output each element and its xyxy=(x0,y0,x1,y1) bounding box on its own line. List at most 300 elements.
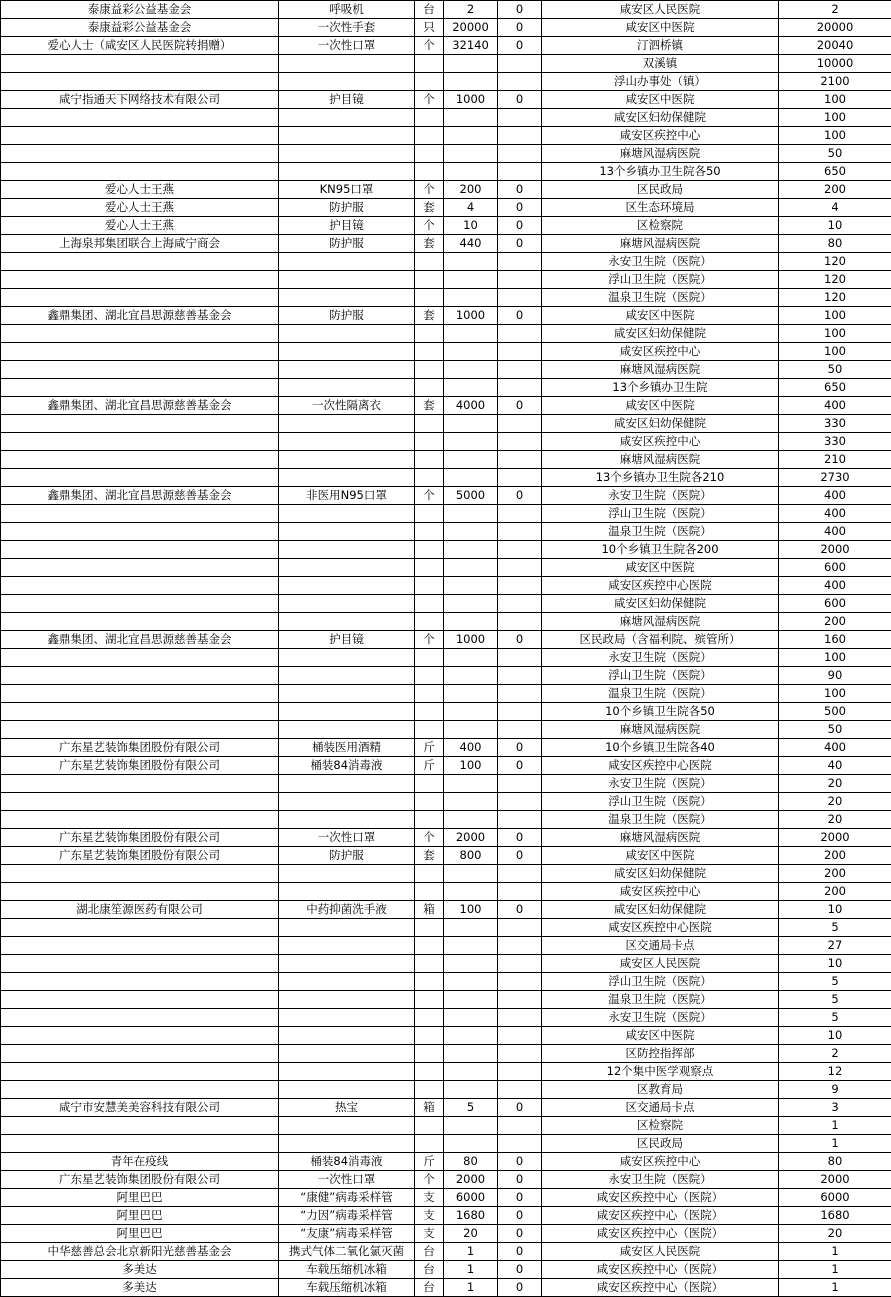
item-cell xyxy=(279,811,415,829)
recipient-cell: 咸安区妇幼保健院 xyxy=(542,595,779,613)
donor-cell: 中华慈善总会北京新阳光慈善基金会 xyxy=(1,1243,279,1261)
donor-cell xyxy=(1,577,279,595)
value-cell xyxy=(498,1063,542,1081)
donor-cell xyxy=(1,163,279,181)
table-row xyxy=(1,451,891,469)
value-cell xyxy=(498,973,542,991)
allocated-cell: 200 xyxy=(779,883,891,901)
table-row xyxy=(1,703,891,721)
recipient-cell: 区民政局 xyxy=(542,181,779,199)
donor-cell: 湖北康笙源医药有限公司 xyxy=(1,901,279,919)
unit-cell xyxy=(415,505,444,523)
value-cell: 0 xyxy=(498,1261,542,1279)
unit-cell: 个 xyxy=(415,37,444,55)
donor-cell: 泰康益彩公益基金会 xyxy=(1,19,279,37)
allocated-cell: 20 xyxy=(779,1225,891,1243)
unit-cell xyxy=(415,163,444,181)
donor-cell xyxy=(1,145,279,163)
recipient-cell: 咸安区中医院 xyxy=(542,847,779,865)
unit-cell: 套 xyxy=(415,847,444,865)
value-cell xyxy=(498,73,542,91)
value-cell xyxy=(498,415,542,433)
donor-cell: 多美达 xyxy=(1,1261,279,1279)
donor-cell: 泰康益彩公益基金会 xyxy=(1,1,279,19)
donor-cell xyxy=(1,973,279,991)
donor-cell xyxy=(1,433,279,451)
value-cell: 0 xyxy=(498,739,542,757)
unit-cell xyxy=(415,811,444,829)
allocated-cell: 90 xyxy=(779,667,891,685)
donor-cell xyxy=(1,523,279,541)
allocated-cell: 6000 xyxy=(779,1189,891,1207)
allocated-cell: 1 xyxy=(779,1135,891,1153)
item-cell xyxy=(279,991,415,1009)
unit-cell xyxy=(415,127,444,145)
item-cell xyxy=(279,1045,415,1063)
unit-cell xyxy=(415,955,444,973)
unit-cell: 套 xyxy=(415,235,444,253)
unit-cell: 支 xyxy=(415,1189,444,1207)
table-row xyxy=(1,973,891,991)
allocated-cell: 120 xyxy=(779,271,891,289)
table-row xyxy=(1,235,891,253)
table-row xyxy=(1,109,891,127)
donor-cell xyxy=(1,325,279,343)
unit-cell xyxy=(415,1027,444,1045)
quantity-cell: 2000 xyxy=(444,829,498,847)
donor-cell xyxy=(1,289,279,307)
allocated-cell: 50 xyxy=(779,721,891,739)
unit-cell: 斤 xyxy=(415,1153,444,1171)
donor-cell xyxy=(1,685,279,703)
donor-cell xyxy=(1,1117,279,1135)
allocated-cell: 2 xyxy=(779,1045,891,1063)
unit-cell xyxy=(415,991,444,1009)
unit-cell xyxy=(415,937,444,955)
unit-cell xyxy=(415,775,444,793)
item-cell xyxy=(279,1009,415,1027)
quantity-cell xyxy=(444,973,498,991)
quantity-cell: 100 xyxy=(444,901,498,919)
quantity-cell xyxy=(444,1117,498,1135)
unit-cell: 套 xyxy=(415,307,444,325)
table-row xyxy=(1,1261,891,1279)
item-cell xyxy=(279,649,415,667)
allocated-cell: 100 xyxy=(779,343,891,361)
recipient-cell: 咸安区妇幼保健院 xyxy=(542,325,779,343)
quantity-cell: 20 xyxy=(444,1225,498,1243)
table-row xyxy=(1,847,891,865)
unit-cell xyxy=(415,1063,444,1081)
recipient-cell: 区民政局（含福利院、殡管所） xyxy=(542,631,779,649)
table-row xyxy=(1,991,891,1009)
unit-cell xyxy=(415,433,444,451)
allocated-cell: 500 xyxy=(779,703,891,721)
recipient-cell: 区检察院 xyxy=(542,1117,779,1135)
unit-cell xyxy=(415,109,444,127)
table-row xyxy=(1,487,891,505)
donor-cell: 广东星艺装饰集团股份有限公司 xyxy=(1,739,279,757)
allocated-cell: 1680 xyxy=(779,1207,891,1225)
recipient-cell: 双溪镇 xyxy=(542,55,779,73)
unit-cell: 个 xyxy=(415,487,444,505)
allocated-cell: 650 xyxy=(779,163,891,181)
quantity-cell xyxy=(444,1081,498,1099)
item-cell xyxy=(279,379,415,397)
quantity-cell xyxy=(444,415,498,433)
value-cell xyxy=(498,1045,542,1063)
donor-cell xyxy=(1,415,279,433)
recipient-cell: 永安卫生院（医院） xyxy=(542,649,779,667)
quantity-cell: 5000 xyxy=(444,487,498,505)
quantity-cell xyxy=(444,289,498,307)
unit-cell xyxy=(415,649,444,667)
item-cell: 一次性口罩 xyxy=(279,1171,415,1189)
unit-cell: 只 xyxy=(415,19,444,37)
value-cell: 0 xyxy=(498,631,542,649)
quantity-cell xyxy=(444,595,498,613)
recipient-cell: 咸安区疾控中心 xyxy=(542,343,779,361)
item-cell: 一次性口罩 xyxy=(279,37,415,55)
item-cell xyxy=(279,721,415,739)
value-cell: 0 xyxy=(498,199,542,217)
recipient-cell: 咸安区疾控中心（医院） xyxy=(542,1261,779,1279)
allocated-cell: 12 xyxy=(779,1063,891,1081)
quantity-cell: 1 xyxy=(444,1243,498,1261)
donor-cell xyxy=(1,271,279,289)
item-cell xyxy=(279,73,415,91)
unit-cell xyxy=(415,145,444,163)
allocated-cell: 400 xyxy=(779,739,891,757)
allocated-cell: 80 xyxy=(779,1153,891,1171)
recipient-cell: 永安卫生院（医院） xyxy=(542,1171,779,1189)
quantity-cell xyxy=(444,865,498,883)
quantity-cell: 1 xyxy=(444,1279,498,1297)
value-cell xyxy=(498,163,542,181)
item-cell: KN95口罩 xyxy=(279,181,415,199)
recipient-cell: 13个乡镇办卫生院 xyxy=(542,379,779,397)
value-cell xyxy=(498,1081,542,1099)
table-row xyxy=(1,289,891,307)
recipient-cell: 浮山办事处（镇） xyxy=(542,73,779,91)
recipient-cell: 永安卫生院（医院） xyxy=(542,487,779,505)
unit-cell xyxy=(415,253,444,271)
allocated-cell: 1 xyxy=(779,1117,891,1135)
donor-cell: 鑫鼎集团、湖北宜昌思源慈善基金会 xyxy=(1,397,279,415)
recipient-cell: 麻塘风湿病医院 xyxy=(542,235,779,253)
quantity-cell xyxy=(444,343,498,361)
value-cell xyxy=(498,127,542,145)
table-row xyxy=(1,1063,891,1081)
donor-cell xyxy=(1,613,279,631)
value-cell: 0 xyxy=(498,829,542,847)
item-cell xyxy=(279,469,415,487)
recipient-cell: 咸安区疾控中心医院 xyxy=(542,577,779,595)
quantity-cell xyxy=(444,73,498,91)
value-cell xyxy=(498,595,542,613)
donor-cell: 鑫鼎集团、湖北宜昌思源慈善基金会 xyxy=(1,307,279,325)
unit-cell: 个 xyxy=(415,181,444,199)
item-cell xyxy=(279,505,415,523)
item-cell xyxy=(279,1117,415,1135)
recipient-cell: 咸安区中医院 xyxy=(542,1027,779,1045)
quantity-cell: 200 xyxy=(444,181,498,199)
value-cell: 0 xyxy=(498,307,542,325)
quantity-cell xyxy=(444,577,498,595)
donor-cell xyxy=(1,1135,279,1153)
donor-cell xyxy=(1,775,279,793)
item-cell: “友康”病毒采样管 xyxy=(279,1225,415,1243)
donor-cell xyxy=(1,343,279,361)
donor-cell xyxy=(1,541,279,559)
table-row xyxy=(1,253,891,271)
item-cell: 防护服 xyxy=(279,847,415,865)
table-row xyxy=(1,37,891,55)
allocated-cell: 100 xyxy=(779,307,891,325)
unit-cell xyxy=(415,379,444,397)
donor-cell: 上海泉邦集团联合上海咸宁商会 xyxy=(1,235,279,253)
value-cell xyxy=(498,109,542,127)
donor-cell xyxy=(1,469,279,487)
value-cell: 0 xyxy=(498,1153,542,1171)
quantity-cell: 6000 xyxy=(444,1189,498,1207)
quantity-cell xyxy=(444,1063,498,1081)
donor-cell xyxy=(1,721,279,739)
table-row xyxy=(1,361,891,379)
recipient-cell: 咸安区疾控中心医院 xyxy=(542,757,779,775)
quantity-cell xyxy=(444,253,498,271)
item-cell xyxy=(279,451,415,469)
quantity-cell: 20000 xyxy=(444,19,498,37)
item-cell: 一次性隔离衣 xyxy=(279,397,415,415)
table-row xyxy=(1,199,891,217)
donor-cell: 阿里巴巴 xyxy=(1,1189,279,1207)
value-cell xyxy=(498,343,542,361)
donor-cell: 广东星艺装饰集团股份有限公司 xyxy=(1,1171,279,1189)
donor-cell xyxy=(1,1045,279,1063)
item-cell xyxy=(279,343,415,361)
table-row xyxy=(1,919,891,937)
value-cell xyxy=(498,811,542,829)
value-cell xyxy=(498,505,542,523)
item-cell: “康健”病毒采样管 xyxy=(279,1189,415,1207)
quantity-cell xyxy=(444,667,498,685)
allocated-cell: 2730 xyxy=(779,469,891,487)
quantity-cell: 1000 xyxy=(444,307,498,325)
table-row xyxy=(1,163,891,181)
quantity-cell: 32140 xyxy=(444,37,498,55)
value-cell xyxy=(498,793,542,811)
allocated-cell: 400 xyxy=(779,523,891,541)
recipient-cell: 咸安区疾控中心（医院） xyxy=(542,1279,779,1297)
donor-cell: 青年在疫线 xyxy=(1,1153,279,1171)
quantity-cell: 1000 xyxy=(444,91,498,109)
donor-cell: 咸宁指通天下网络技术有限公司 xyxy=(1,91,279,109)
quantity-cell xyxy=(444,127,498,145)
allocated-cell: 5 xyxy=(779,1009,891,1027)
recipient-cell: 永安卫生院（医院） xyxy=(542,1009,779,1027)
unit-cell xyxy=(415,595,444,613)
recipient-cell: 区交通局卡点 xyxy=(542,1099,779,1117)
value-cell xyxy=(498,1117,542,1135)
item-cell xyxy=(279,145,415,163)
unit-cell xyxy=(415,883,444,901)
unit-cell xyxy=(415,289,444,307)
recipient-cell: 区防控指挥部 xyxy=(542,1045,779,1063)
item-cell xyxy=(279,883,415,901)
item-cell xyxy=(279,253,415,271)
donor-cell: 咸宁市安慧美美容科技有限公司 xyxy=(1,1099,279,1117)
quantity-cell: 10 xyxy=(444,217,498,235)
table-row xyxy=(1,1189,891,1207)
item-cell xyxy=(279,973,415,991)
item-cell xyxy=(279,577,415,595)
value-cell: 0 xyxy=(498,37,542,55)
table-row xyxy=(1,1171,891,1189)
item-cell xyxy=(279,559,415,577)
table-row xyxy=(1,631,891,649)
quantity-cell xyxy=(444,541,498,559)
item-cell: 一次性口罩 xyxy=(279,829,415,847)
recipient-cell: 咸安区妇幼保健院 xyxy=(542,109,779,127)
unit-cell xyxy=(415,541,444,559)
donor-cell xyxy=(1,559,279,577)
value-cell: 0 xyxy=(498,181,542,199)
donor-cell: 广东星艺装饰集团股份有限公司 xyxy=(1,757,279,775)
quantity-cell xyxy=(444,559,498,577)
item-cell: 热宝 xyxy=(279,1099,415,1117)
donor-cell: 爱心人士王燕 xyxy=(1,217,279,235)
value-cell: 0 xyxy=(498,1225,542,1243)
allocated-cell: 5 xyxy=(779,973,891,991)
quantity-cell xyxy=(444,703,498,721)
item-cell: 防护服 xyxy=(279,199,415,217)
table-row xyxy=(1,595,891,613)
donor-cell xyxy=(1,55,279,73)
donor-cell xyxy=(1,703,279,721)
item-cell xyxy=(279,1063,415,1081)
allocated-cell: 5 xyxy=(779,991,891,1009)
unit-cell: 箱 xyxy=(415,901,444,919)
item-cell xyxy=(279,523,415,541)
value-cell: 0 xyxy=(498,1171,542,1189)
item-cell: 护目镜 xyxy=(279,217,415,235)
item-cell: “力因”病毒采样管 xyxy=(279,1207,415,1225)
recipient-cell: 10个乡镇卫生院各50 xyxy=(542,703,779,721)
item-cell xyxy=(279,919,415,937)
value-cell xyxy=(498,1027,542,1045)
quantity-cell: 400 xyxy=(444,739,498,757)
item-cell xyxy=(279,1027,415,1045)
value-cell xyxy=(498,379,542,397)
allocated-cell: 400 xyxy=(779,505,891,523)
value-cell xyxy=(498,919,542,937)
item-cell xyxy=(279,937,415,955)
value-cell xyxy=(498,541,542,559)
unit-cell: 箱 xyxy=(415,1099,444,1117)
value-cell: 0 xyxy=(498,1,542,19)
recipient-cell: 浮山卫生院（医院） xyxy=(542,793,779,811)
quantity-cell xyxy=(444,793,498,811)
unit-cell xyxy=(415,559,444,577)
quantity-cell xyxy=(444,433,498,451)
allocated-cell: 50 xyxy=(779,361,891,379)
value-cell xyxy=(498,883,542,901)
quantity-cell: 100 xyxy=(444,757,498,775)
allocated-cell: 10 xyxy=(779,217,891,235)
recipient-cell: 10个乡镇卫生院各200 xyxy=(542,541,779,559)
value-cell xyxy=(498,937,542,955)
allocated-cell: 2000 xyxy=(779,1171,891,1189)
allocated-cell: 20000 xyxy=(779,19,891,37)
unit-cell: 个 xyxy=(415,217,444,235)
donor-cell: 鑫鼎集团、湖北宜昌思源慈善基金会 xyxy=(1,631,279,649)
recipient-cell: 咸安区疾控中心（医院） xyxy=(542,1189,779,1207)
recipient-cell: 咸安区中医院 xyxy=(542,397,779,415)
item-cell xyxy=(279,1081,415,1099)
table-row xyxy=(1,469,891,487)
value-cell xyxy=(498,451,542,469)
item-cell: 防护服 xyxy=(279,307,415,325)
donor-cell xyxy=(1,1027,279,1045)
allocated-cell: 1 xyxy=(779,1243,891,1261)
table-row xyxy=(1,1,891,19)
recipient-cell: 麻塘风湿病医院 xyxy=(542,829,779,847)
unit-cell: 台 xyxy=(415,1261,444,1279)
donor-cell xyxy=(1,253,279,271)
allocated-cell: 330 xyxy=(779,415,891,433)
recipient-cell: 10个乡镇卫生院各40 xyxy=(542,739,779,757)
table-row xyxy=(1,181,891,199)
unit-cell: 斤 xyxy=(415,739,444,757)
value-cell xyxy=(498,145,542,163)
unit-cell xyxy=(415,1045,444,1063)
recipient-cell: 咸安区人民医院 xyxy=(542,955,779,973)
table-row xyxy=(1,343,891,361)
item-cell xyxy=(279,955,415,973)
recipient-cell: 区民政局 xyxy=(542,1135,779,1153)
quantity-cell xyxy=(444,649,498,667)
allocated-cell: 2000 xyxy=(779,541,891,559)
unit-cell xyxy=(415,415,444,433)
unit-cell xyxy=(415,1009,444,1027)
table-row xyxy=(1,775,891,793)
recipient-cell: 13个乡镇办卫生院各50 xyxy=(542,163,779,181)
table-row xyxy=(1,55,891,73)
quantity-cell: 2000 xyxy=(444,1171,498,1189)
recipient-cell: 麻塘风湿病医院 xyxy=(542,361,779,379)
allocated-cell: 9 xyxy=(779,1081,891,1099)
donor-cell: 广东星艺装饰集团股份有限公司 xyxy=(1,829,279,847)
allocated-cell: 20 xyxy=(779,811,891,829)
unit-cell xyxy=(415,703,444,721)
allocated-cell: 100 xyxy=(779,685,891,703)
item-cell: 呼吸机 xyxy=(279,1,415,19)
donor-cell xyxy=(1,883,279,901)
value-cell: 0 xyxy=(498,1189,542,1207)
table-row xyxy=(1,523,891,541)
allocated-cell: 160 xyxy=(779,631,891,649)
unit-cell xyxy=(415,667,444,685)
item-cell: 一次性手套 xyxy=(279,19,415,37)
allocated-cell: 20 xyxy=(779,775,891,793)
quantity-cell xyxy=(444,271,498,289)
recipient-cell: 温泉卫生院（医院） xyxy=(542,991,779,1009)
recipient-cell: 永安卫生院（医院） xyxy=(542,253,779,271)
table-row xyxy=(1,883,891,901)
value-cell: 0 xyxy=(498,19,542,37)
recipient-cell: 汀泗桥镇 xyxy=(542,37,779,55)
